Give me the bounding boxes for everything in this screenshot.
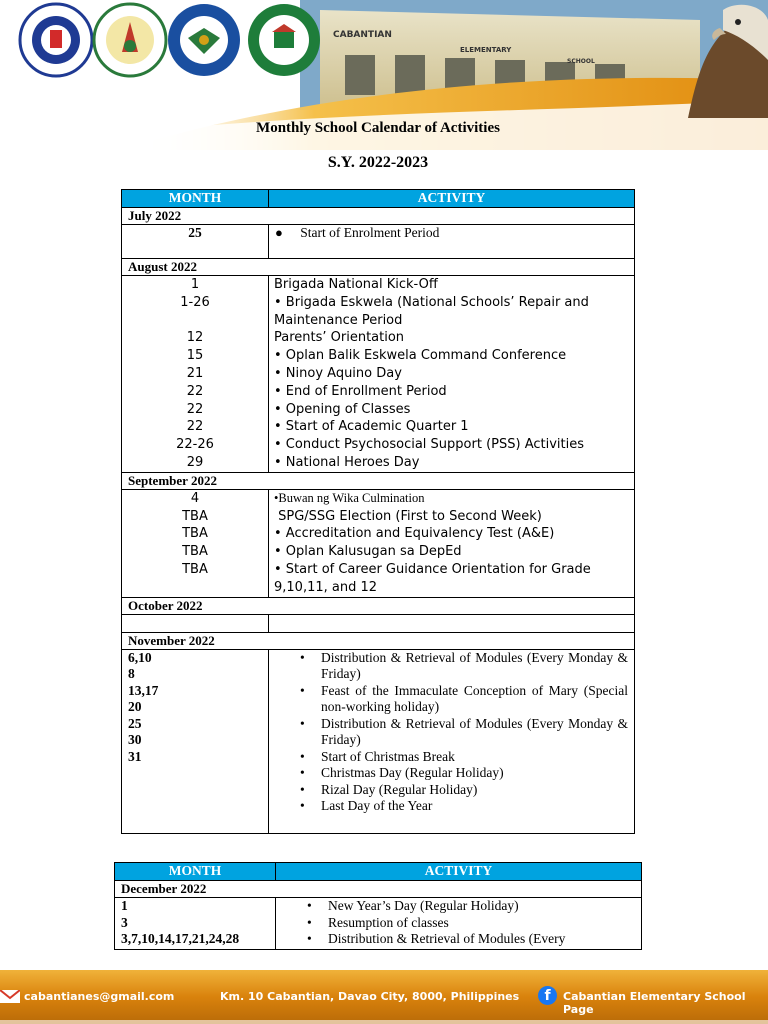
month-label: November 2022 (122, 632, 635, 649)
table-header-row (122, 190, 635, 208)
list-item: • Christmas Day (Regular Holiday) (269, 765, 634, 782)
month-row-july (122, 208, 635, 225)
table-row (122, 489, 635, 597)
month-row-december (115, 881, 642, 898)
buhangin-district-seal (166, 2, 242, 78)
list-item: • Distribution & Retrieval of Modules (Every (276, 931, 641, 948)
email-icon (0, 990, 20, 1003)
month-row-september (122, 472, 635, 489)
list-item: • Feast of the Immaculate Conception of Mary (Special non-working holiday) (269, 683, 634, 716)
activity-cell (269, 614, 635, 632)
school-year: S.Y. 2022-2023 (327, 154, 429, 171)
activity-cell (276, 898, 642, 950)
footer-address: Km. 10 Cabantian, Davao City, 8000, Philippines (220, 990, 520, 1003)
month-column-header: MONTH (115, 863, 276, 881)
month-column-header: MONTH (122, 190, 269, 208)
activity-list (276, 898, 641, 948)
deped-seal (18, 2, 94, 78)
facebook-icon[interactable]: f (538, 986, 557, 1005)
table-header-row (115, 863, 642, 881)
activity-cell: •Buwan ng Wika Culmination SPG/SSG Election (First to Second Week) • Accreditation and Equivalency Test (A&E) • Oplan Kalusugan sa DepEd • Start of Career Guidance Orientation for Grade 9,10,11, and 12 (269, 489, 635, 597)
footer-facebook-link[interactable]: Cabantian Elementary School Page (563, 990, 746, 1016)
davao-city-division-seal (92, 2, 168, 78)
list-item: • Start of Christmas Break (269, 749, 634, 766)
page-title: Monthly School Calendar of Activities (256, 120, 500, 136)
building-sign: SCHOOL (567, 58, 595, 65)
table-row (122, 614, 635, 632)
day-cell: 1 1-26 12 15 21 22 22 22 22-26 29 (122, 276, 269, 473)
month-row-october (122, 597, 635, 614)
month-label: August 2022 (122, 259, 635, 276)
activity-list (269, 650, 634, 815)
activity-cell: Brigada National Kick-Off • Brigada Eskwela (National Schools’ Repair and Maintenance Period Parents’ Orientation • Oplan Balik Eskwela Command Conference • Ninoy Aquino Day • End of Enrollment Period • Opening of Classes • Start of Academic Quarter 1 • Conduct Psychosocial Support (PSS) Activities • National Heroes Day (269, 276, 635, 473)
list-item: • Distribution & Retrieval of Modules (Every Monday & Friday) (269, 650, 634, 683)
month-label: December 2022 (115, 881, 642, 898)
activity-column-header: ACTIVITY (276, 863, 642, 881)
activity-cell: ● Start of Enrolment Period (269, 225, 635, 259)
day-cell: 1 3 3,7,10,14,17,21,24,28 (115, 898, 276, 950)
list-item: • Distribution & Retrieval of Modules (Every Monday & Friday) (269, 716, 634, 749)
footer-email[interactable]: cabantianes@gmail.com (24, 990, 175, 1003)
table-row (115, 898, 642, 950)
month-label: July 2022 (122, 208, 635, 225)
table-row (122, 649, 635, 833)
calendar-table-1 (121, 189, 635, 834)
list-item: • Last Day of the Year (269, 798, 634, 815)
building-sign: CABANTIAN (333, 30, 392, 40)
table-row (122, 225, 635, 259)
calendar-table-2 (114, 862, 642, 950)
list-item: • Resumption of classes (276, 915, 641, 932)
list-item: • New Year’s Day (Regular Holiday) (276, 898, 641, 915)
table-row (122, 276, 635, 473)
month-label: September 2022 (122, 472, 635, 489)
month-label: October 2022 (122, 597, 635, 614)
list-item: • Rizal Day (Regular Holiday) (269, 782, 634, 799)
month-row-november (122, 632, 635, 649)
month-row-august (122, 259, 635, 276)
activity-cell (269, 649, 635, 833)
day-cell: 4 TBA TBA TBA TBA (122, 489, 269, 597)
day-cell: 25 (122, 225, 269, 259)
philippine-eagle-image (668, 0, 768, 118)
cabantian-es-seal (246, 2, 322, 78)
bullet-icon: ● (275, 225, 283, 240)
activity-column-header: ACTIVITY (269, 190, 635, 208)
day-cell: 6,10 8 13,17 20 25 30 31 (122, 649, 269, 833)
day-cell (122, 614, 269, 632)
building-sign: ELEMENTARY (460, 46, 512, 54)
